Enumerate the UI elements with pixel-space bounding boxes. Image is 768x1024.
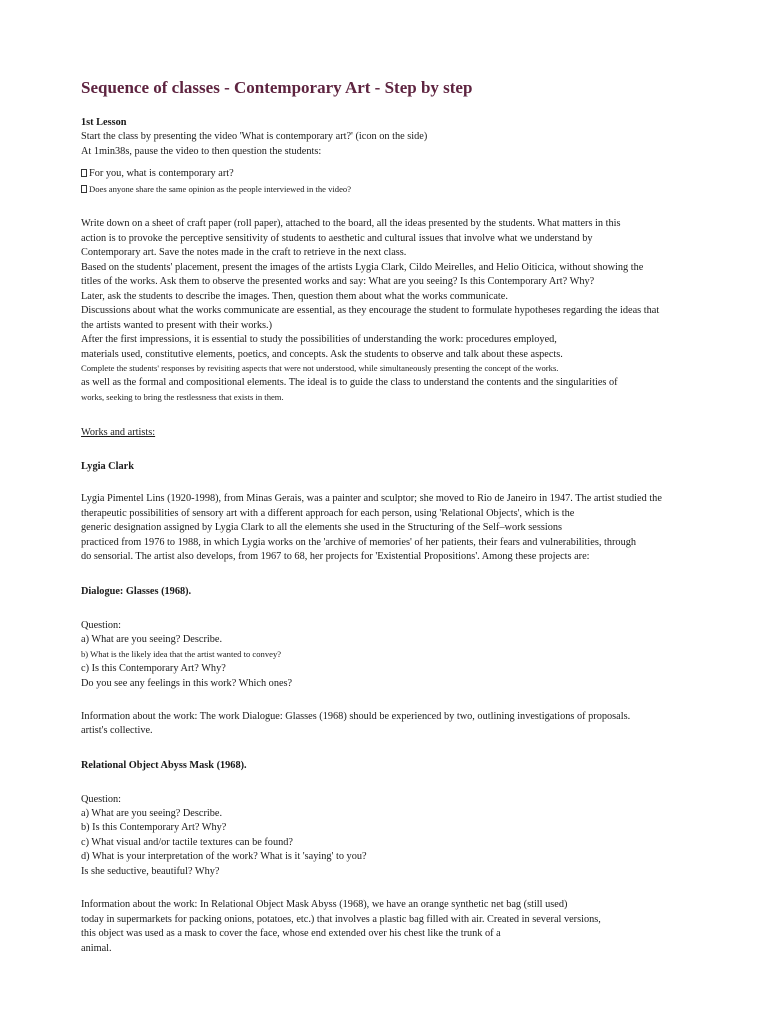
work-title: Dialogue: Glasses (1968). — [81, 586, 192, 597]
paragraph-line: as well as the formal and compositional elements. The ideal is to guide the class to understand the contents and the singularities of — [81, 377, 618, 388]
question-item: d) What is your interpretation of the work? What is it 'saying' to you? — [81, 851, 367, 862]
work-info-line: this object was used as a mask to cover the face, whose end extended over his chest like the trunk of a — [81, 928, 501, 939]
question-item: b) Is this Contemporary Art? Why? — [81, 822, 227, 833]
paragraph-line: Complete the students' responses by revisiting aspects that were not understood, while simultaneously presenting the concept of the works. — [81, 363, 559, 373]
paragraph-line: works, seeking to bring the restlessness that exists in them. — [81, 392, 284, 402]
artist-bio-line: Lygia Pimentel Lins (1920-1998), from Minas Gerais, was a painter and sculptor; she moved to Rio de Janeiro in 1947. The artist studied the — [81, 493, 662, 504]
work-title: Relational Object Abyss Mask (1968). — [81, 760, 247, 771]
work-info-line: Information about the work: The work Dialogue: Glasses (1968) should be experienced by two, outlining investigations of proposals. — [81, 711, 631, 722]
artist-bio-line: do sensorial. The artist also develops, from 1967 to 68, her projects for 'Existential Propositions'. Among these projects are: — [81, 551, 590, 562]
artist-bio-line: generic designation assigned by Lygia Clark to all the elements she used in the Structuring of the Self–work sessions — [81, 522, 562, 533]
artist-name: Lygia Clark — [81, 461, 134, 472]
paragraph-line: Based on the students' placement, present the images of the artists Lygia Clark, Cildo Meirelles, and Helio Oiticica, without showing the — [81, 262, 644, 273]
lesson-intro-line: At 1min38s, pause the video to then question the students: — [81, 146, 322, 157]
lesson-intro-line: Start the class by presenting the video 'What is contemporary art?' (icon on the side) — [81, 131, 428, 142]
paragraph-line: Discussions about what the works communicate are essential, as they encourage the student to formulate hypotheses regarding the ideas that — [81, 305, 660, 316]
paragraph-line: the artists wanted to present with their works.) — [81, 320, 273, 331]
paragraph-line: titles of the works. Ask them to observe the presented works and say: What are you seeing? Is this Contemporary Art? Why? — [81, 276, 595, 287]
document-title: Sequence of classes - Contemporary Art - Step by step — [81, 78, 473, 97]
artist-bio-line: practiced from 1976 to 1988, in which Lygia works on the 'archive of memories' of her patients, their fears and vulnerabilities, through — [81, 537, 637, 548]
lesson-heading: 1st Lesson — [81, 117, 127, 128]
bullet-item — [81, 167, 234, 180]
paragraph-line: Contemporary art. Save the notes made in the craft to retrieve in the next class. — [81, 247, 407, 258]
question-item: b) What is the likely idea that the artist wanted to convey? — [81, 649, 282, 659]
works-heading: Works and artists: — [81, 427, 156, 438]
bullet-item — [81, 183, 351, 196]
question-item: c) Is this Contemporary Art? Why? — [81, 663, 226, 674]
work-info-line: Information about the work: In Relational Object Mask Abyss (1968), we have an orange synthetic net bag (still used) — [81, 899, 568, 910]
checkbox-glyph-icon — [81, 169, 87, 177]
artist-bio-line: therapeutic possibilities of sensory art with a different approach for each person, using 'Relational Objects', which is the — [81, 508, 575, 519]
question-label: Question: — [81, 620, 122, 631]
work-info-line: artist's collective. — [81, 725, 153, 736]
question-label: Question: — [81, 794, 122, 805]
question-item: Is she seductive, beautiful? Why? — [81, 866, 220, 877]
paragraph-line: After the first impressions, it is essential to study the possibilities of understanding the work: procedures employed, — [81, 334, 557, 345]
question-item: a) What are you seeing? Describe. — [81, 808, 223, 819]
paragraph-line: Write down on a sheet of craft paper (roll paper), attached to the board, all the ideas presented by the students. What matters in this — [81, 218, 621, 229]
checkbox-glyph-icon — [81, 185, 87, 193]
paragraph-line: materials used, constitutive elements, poetics, and concepts. Ask the students to observe and talk about these aspects. — [81, 349, 563, 360]
work-info-line: animal. — [81, 943, 112, 954]
work-info-line: today in supermarkets for packing onions, potatoes, etc.) that involves a plastic bag filled with air. Created in several versions, — [81, 914, 601, 925]
question-item: a) What are you seeing? Describe. — [81, 634, 223, 645]
paragraph-line: action is to provoke the perceptive sensitivity of students to aesthetic and cultural issues that involve what we understand by — [81, 233, 593, 244]
question-item: Do you see any feelings in this work? Which ones? — [81, 678, 293, 689]
paragraph-line: Later, ask the students to describe the images. Then, question them about what the works communicate. — [81, 291, 508, 302]
bullet-text: Does anyone share the same opinion as the people interviewed in the video? — [89, 184, 352, 194]
question-item: c) What visual and/or tactile textures can be found? — [81, 837, 293, 848]
bullet-text: For you, what is contemporary art? — [89, 168, 234, 179]
